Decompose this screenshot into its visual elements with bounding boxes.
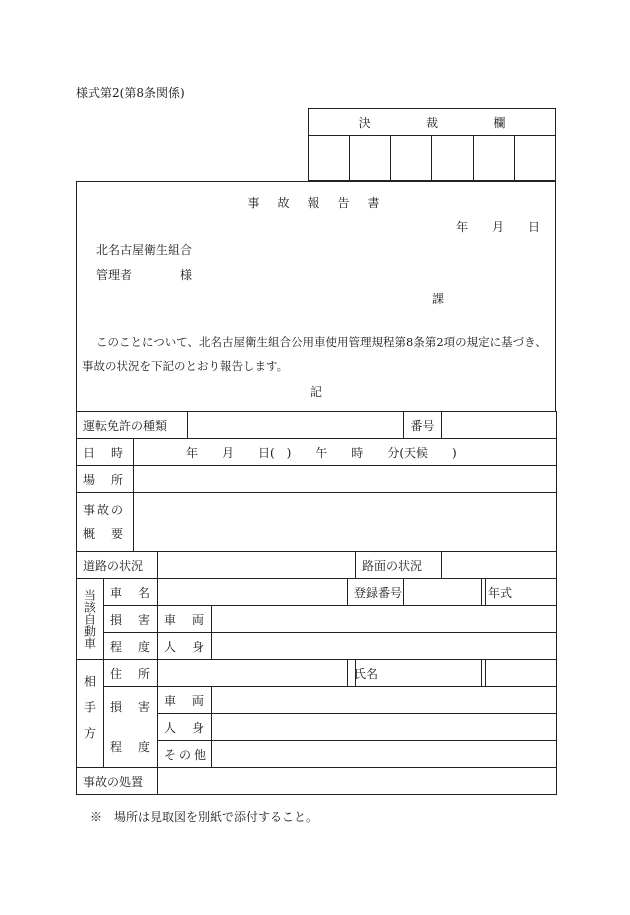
seal-box[interactable] — [350, 136, 391, 181]
approval-title-1: 決 — [358, 115, 371, 130]
other-person-label: 人 身 — [158, 714, 212, 741]
model-year-label: 年式 — [482, 579, 486, 606]
other-vehicle-label: 車 両 — [158, 687, 212, 714]
report-frame — [76, 181, 556, 411]
datetime-label: 日 時 — [77, 439, 134, 466]
other-damage-label-2: 程 度 — [110, 740, 153, 754]
other-vehicle-field[interactable] — [212, 687, 557, 714]
summary-label-1: 事故の — [83, 503, 126, 517]
seal-box[interactable] — [432, 136, 473, 181]
summary-field[interactable] — [134, 493, 557, 552]
reg-no-field[interactable] — [404, 579, 482, 606]
vehicle-label: 車 両 — [158, 606, 212, 633]
approval-title-3: 欄 — [493, 115, 506, 130]
name-label: 氏名 — [348, 660, 356, 687]
report-date[interactable]: 年 月 日 — [456, 220, 541, 234]
handling-field[interactable] — [158, 768, 557, 795]
seal-box[interactable] — [391, 136, 432, 181]
car-name-label: 車 名 — [104, 579, 158, 606]
body-line-1: このことについて、北名古屋衛生組合公用車使用管理規程第8条第2項の規定に基づき、 — [96, 335, 547, 349]
address-field[interactable] — [158, 660, 348, 687]
section-label: 課 — [432, 292, 445, 306]
other-misc-field[interactable] — [212, 741, 557, 768]
place-label: 場 所 — [77, 466, 134, 493]
approval-header — [309, 109, 556, 136]
seal-box[interactable] — [309, 136, 350, 181]
place-field[interactable] — [134, 466, 557, 493]
ki-label: 記 — [310, 385, 323, 399]
license-type-field[interactable] — [188, 412, 404, 439]
other-damage-label — [104, 687, 158, 768]
footnote: ※ 場所は見取図を別紙で添付すること。 — [90, 810, 319, 824]
number-field[interactable] — [442, 412, 557, 439]
own-vehicle-label: 当該自動車 — [77, 579, 104, 660]
handling-label: 事故の処置 — [77, 768, 158, 795]
person-damage-field[interactable] — [212, 633, 557, 660]
summary-label — [77, 493, 134, 552]
extra-field-2[interactable] — [486, 660, 557, 687]
address-label: 住 所 — [104, 660, 158, 687]
body-line-2: 事故の状況を下記のとおり報告します。 — [82, 359, 289, 373]
other-person-field[interactable] — [212, 714, 557, 741]
car-name-field[interactable] — [158, 579, 348, 606]
damage-label: 損 害 — [104, 606, 158, 633]
report-table — [76, 411, 557, 795]
recipient-org: 北名古屋衛生組合 — [96, 243, 193, 257]
vehicle-damage-field[interactable] — [212, 606, 557, 633]
seal-box[interactable] — [514, 136, 555, 181]
road-field[interactable] — [158, 552, 356, 579]
number-label: 番号 — [404, 412, 442, 439]
approval-table — [308, 108, 556, 181]
report-title: 事 故 報 告 書 — [247, 196, 383, 210]
degree-label: 程 度 — [104, 633, 158, 660]
license-type-label: 運転免許の種類 — [77, 412, 188, 439]
other-party-label: 相手方 — [77, 660, 104, 768]
summary-label-2: 概 要 — [83, 527, 126, 541]
form-label: 様式第2(第8条関係) — [76, 86, 185, 100]
road-label: 道路の状況 — [77, 552, 158, 579]
recipient-person: 管理者 様 — [96, 268, 193, 282]
person-label: 人 身 — [158, 633, 212, 660]
reg-no-label: 登録番号 — [348, 579, 404, 606]
surface-field[interactable] — [442, 552, 557, 579]
datetime-field[interactable]: 年 月 日( ) 午 時 分(天候 ) — [134, 439, 557, 466]
surface-label: 路面の状況 — [356, 552, 442, 579]
other-misc-label: その他 — [158, 741, 212, 768]
other-damage-label-1: 損 害 — [110, 700, 153, 714]
seal-box[interactable] — [473, 136, 514, 181]
approval-title-2: 裁 — [425, 115, 438, 130]
